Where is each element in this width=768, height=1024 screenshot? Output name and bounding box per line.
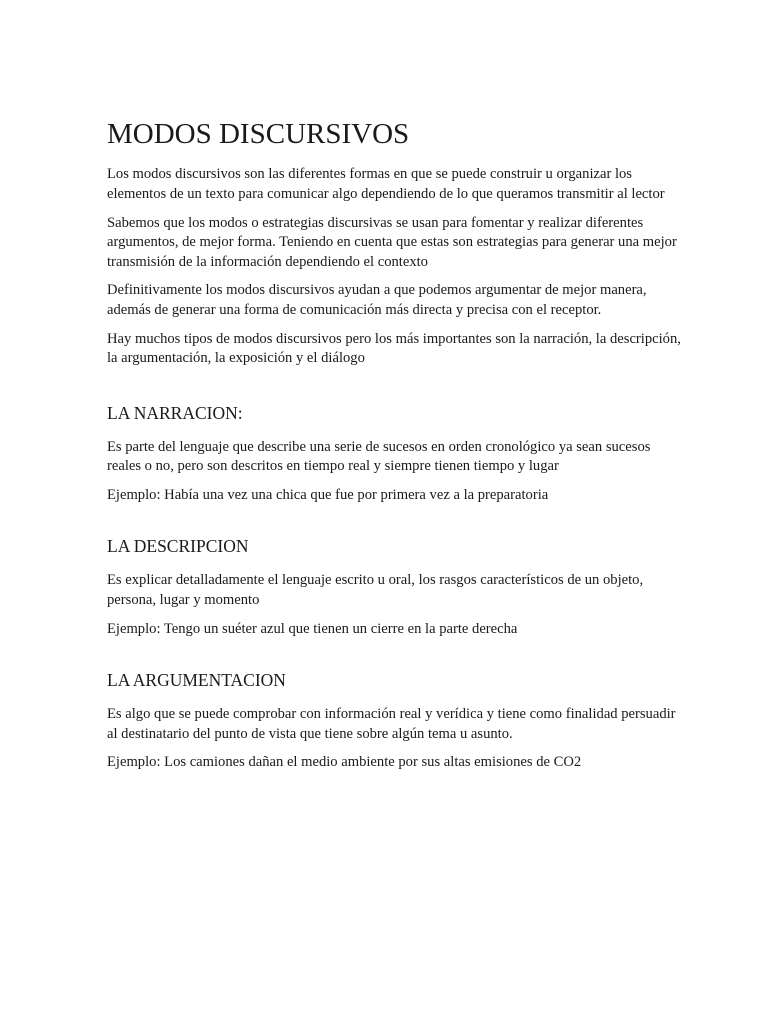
section-heading: LA NARRACION:	[107, 402, 243, 423]
section-definition: Es algo que se puede comprobar con información real y verídica y tiene como finalidad persuadir al destinatario del punto de vista que tiene sobre algún tema u asunto.	[107, 706, 676, 742]
intro-paragraph-3: Definitivamente los modos discursivos ayudan a que podemos argumentar de mejor manera, además de generar una forma de comunicación más directa y precisa con el receptor.	[107, 282, 647, 318]
section-example: Ejemplo: Tengo un suéter azul que tienen un cierre en la parte derecha	[107, 620, 518, 637]
section-narracion	[107, 403, 687, 506]
section-descripcion	[107, 536, 687, 639]
section-definition: Es parte del lenguaje que describe una serie de sucesos en orden cronológico ya sean sucesos reales o no, pero son descritos en tiempo real y siempre tienen tiempo y lugar	[107, 438, 651, 475]
section-example: Ejemplo: Había una vez una chica que fue por primera vez a la preparatoria	[107, 486, 549, 503]
document-title: MODOS DISCURSIVOS	[107, 118, 410, 150]
intro-paragraph-1: Los modos discursivos son las diferentes formas en que se puede construir u organizar los elementos de un texto para comunicar algo dependiendo de lo que queramos transmitir al lector	[107, 166, 665, 202]
section-heading: LA DESCRIPCION	[107, 536, 249, 557]
section-definition: Es explicar detalladamente el lenguaje escrito u oral, los rasgos característicos de un objeto, persona, lugar y momento	[107, 572, 644, 609]
spacer	[107, 648, 687, 670]
spacer	[107, 514, 687, 536]
intro-paragraph-4: Hay muchos tipos de modos discursivos pero los más importantes son la narración, la descripción, la argumentación, la exposición y el diálogo	[107, 330, 681, 367]
spacer	[107, 378, 687, 403]
intro-paragraph-2: Sabemos que los modos o estrategias discursivas se usan para fomentar y realizar diferentes argumentos, de mejor forma. Teniendo en cuenta que estas son estrategias para generar una mejor transmisión de la información dependiendo el contexto	[107, 214, 677, 270]
section-heading: LA ARGUMENTACION	[107, 670, 286, 691]
document-page	[107, 118, 687, 782]
section-argumentacion	[107, 670, 687, 773]
section-example: Ejemplo: Los camiones dañan el medio ambiente por sus altas emisiones de CO2	[107, 754, 582, 771]
